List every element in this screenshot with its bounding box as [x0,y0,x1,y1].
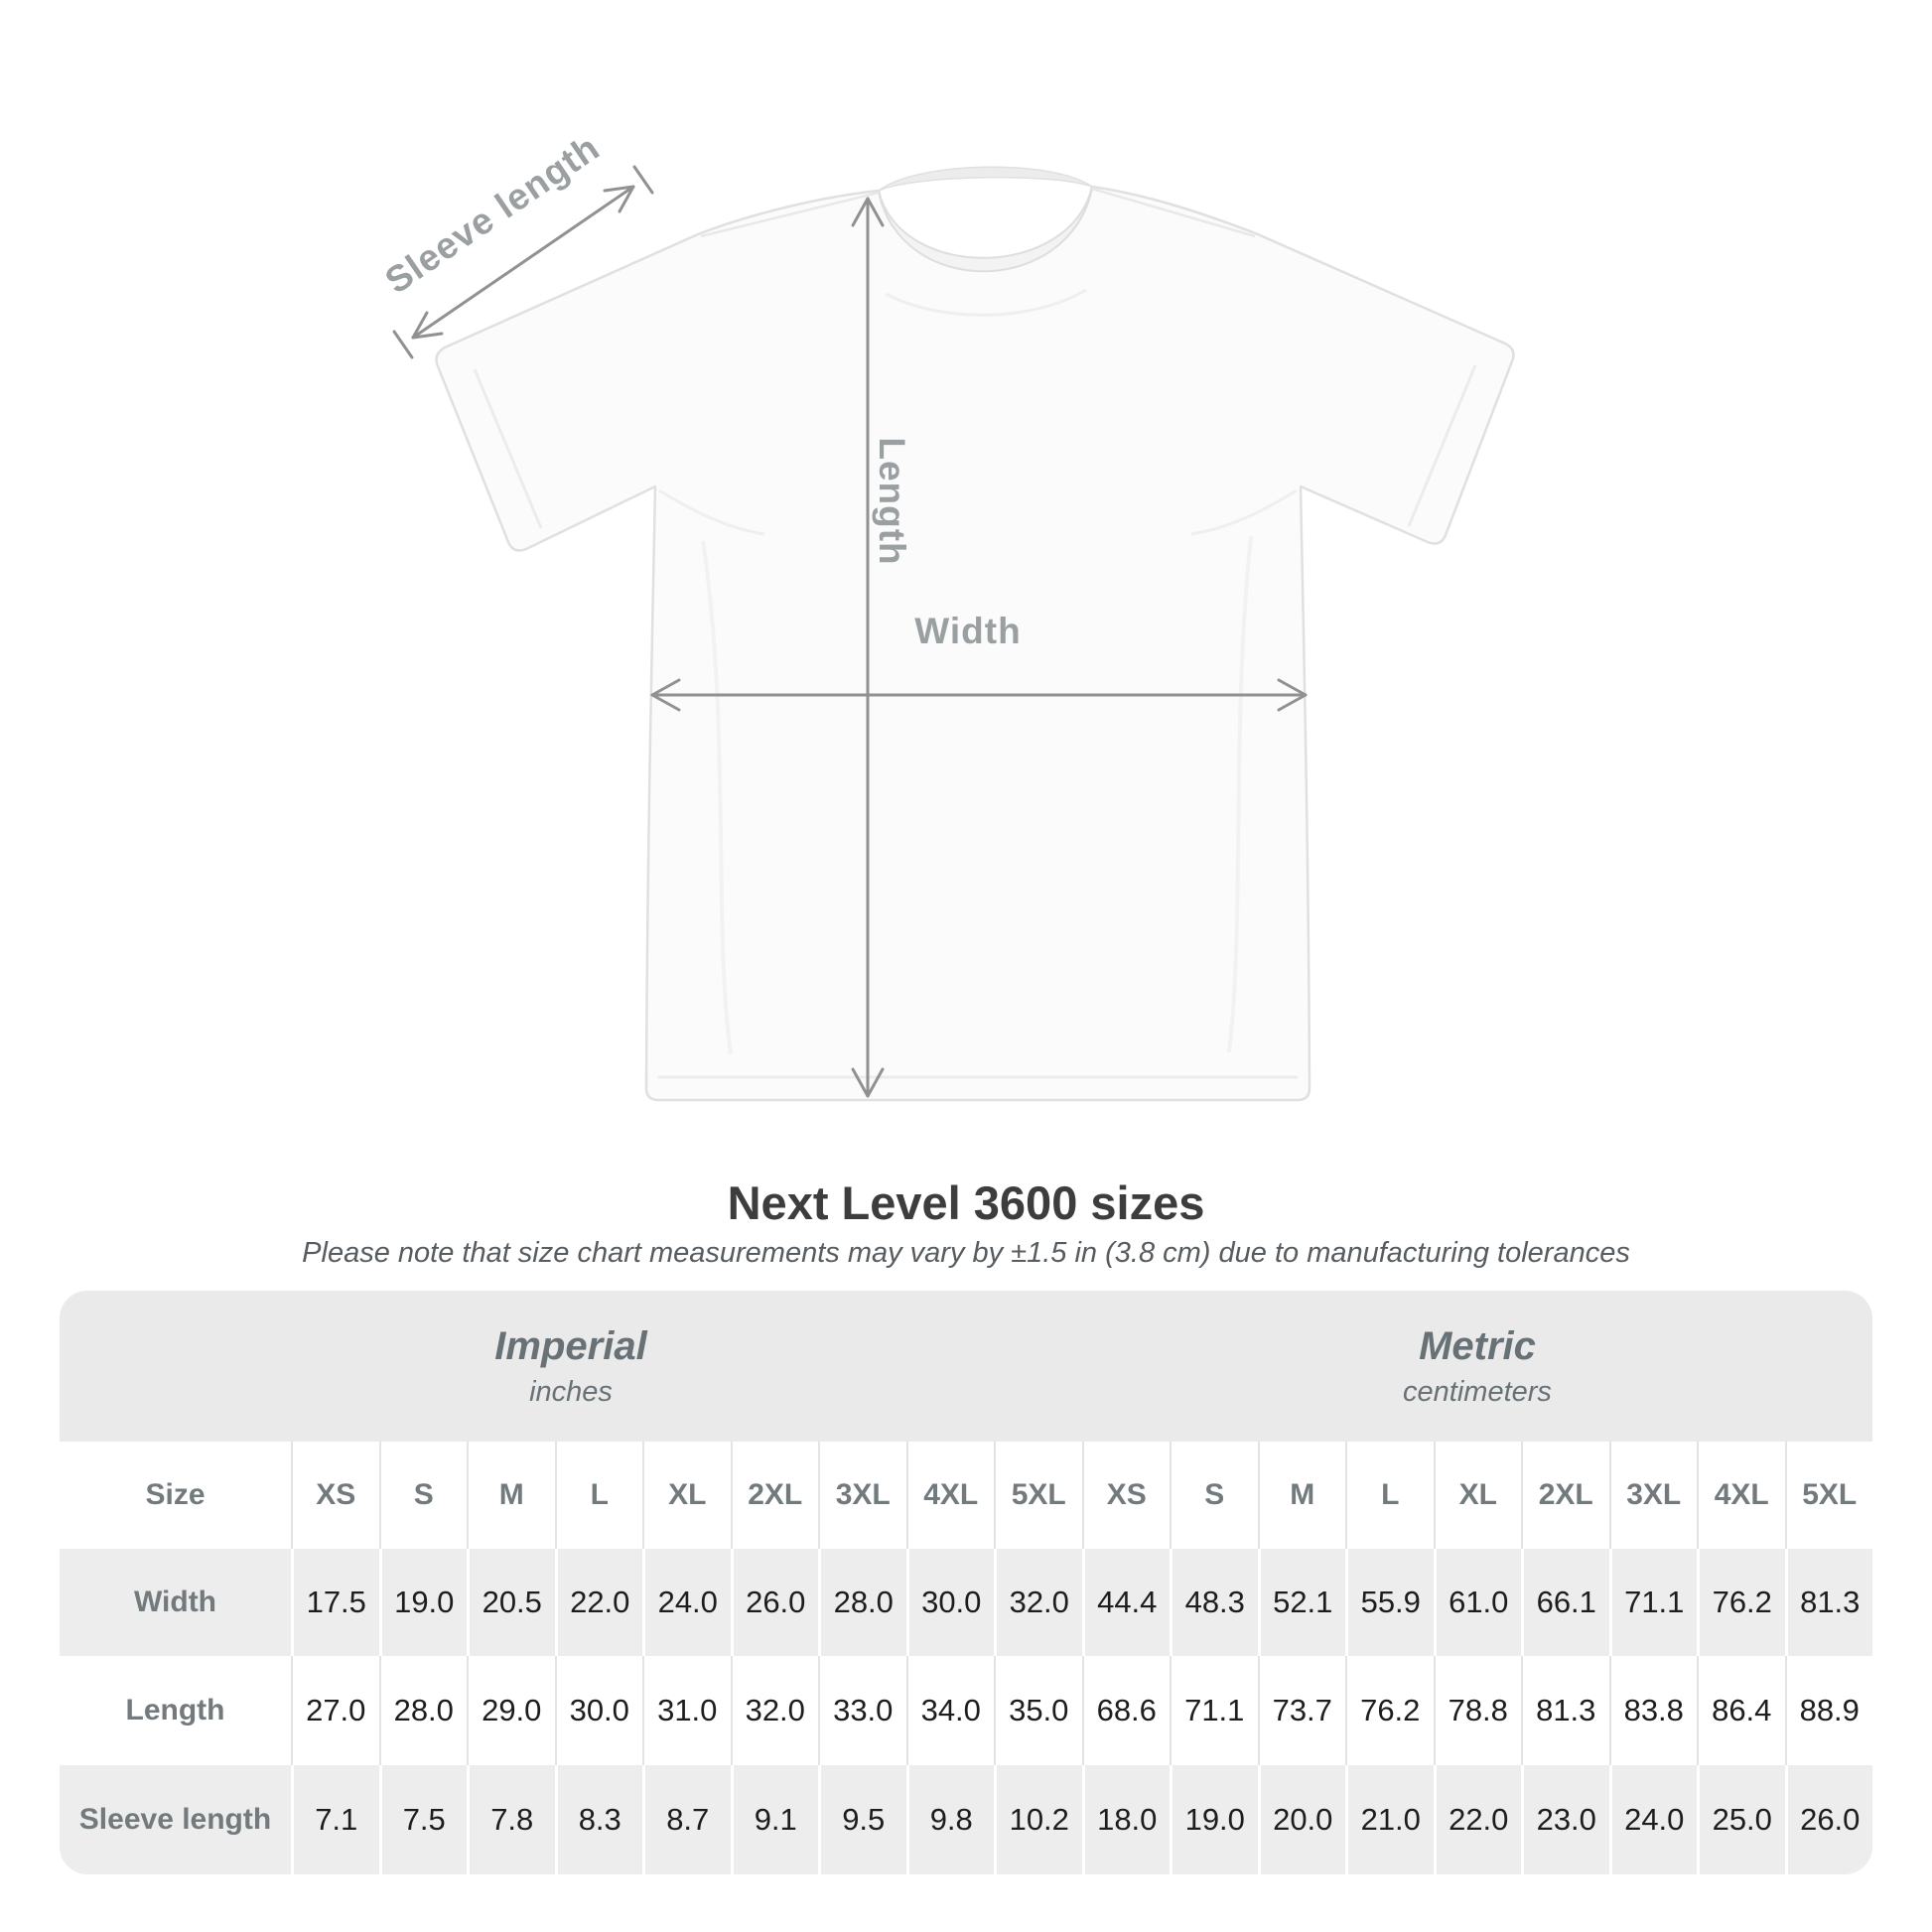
measurement-value-cell: 23.0 [1521,1765,1609,1874]
size-column-header: 5XL [994,1442,1082,1549]
length-row [60,1656,1872,1765]
measurement-value-cell: 61.0 [1434,1549,1522,1656]
measurement-value-cell: 35.0 [994,1656,1082,1765]
size-column-header: M [1258,1442,1346,1549]
measurement-value-cell: 55.9 [1345,1549,1434,1656]
measurement-value-cell: 9.5 [818,1765,906,1874]
tshirt-back-collar [879,167,1092,191]
size-column-header: M [467,1442,555,1549]
measurement-value-cell: 24.0 [642,1549,731,1656]
length-label: Length [872,437,912,566]
measurement-value-cell: 19.0 [379,1549,468,1656]
size-column-header: L [555,1442,643,1549]
measurement-value-cell: 68.6 [1082,1656,1171,1765]
measurement-value-cell: 81.3 [1785,1549,1873,1656]
size-header-row [60,1442,1872,1549]
row-label-length: Length [125,1694,225,1726]
size-column-header: S [379,1442,468,1549]
measurement-value-cell: 26.0 [1785,1765,1873,1874]
unit-group-imperial [60,1291,1082,1442]
measurement-value-cell: 20.0 [1258,1765,1346,1874]
size-column-header: 3XL [1609,1442,1698,1549]
measurement-value-cell: 27.0 [291,1656,379,1765]
measurement-value-cell: 52.1 [1258,1549,1346,1656]
row-label-width: Width [133,1586,217,1618]
unit-group-metric [1082,1291,1872,1442]
measurement-value-cell: 76.2 [1345,1656,1434,1765]
measurement-value-cell: 44.4 [1082,1549,1171,1656]
measurement-value-cell: 7.1 [291,1765,379,1874]
unit-group-imperial-title: Imperial [494,1323,647,1368]
row-label-sleeve-length: Sleeve length [78,1803,272,1836]
measurement-value-cell: 24.0 [1609,1765,1698,1874]
size-column-header: L [1345,1442,1434,1549]
size-column-header: 2XL [731,1442,819,1549]
page-title: Next Level 3600 sizes [727,1176,1205,1229]
size-column-header: 2XL [1521,1442,1609,1549]
measurement-value-cell: 30.0 [906,1549,995,1656]
size-column-header: 3XL [818,1442,906,1549]
measurement-value-cell: 26.0 [731,1549,819,1656]
unit-group-metric-title: Metric [1419,1323,1536,1368]
measurement-value-cell: 7.5 [379,1765,468,1874]
measurement-value-cell: 32.0 [731,1656,819,1765]
measurement-value-cell: 31.0 [642,1656,731,1765]
measurement-value-cell: 73.7 [1258,1656,1346,1765]
size-column-header: 4XL [1697,1442,1785,1549]
measurement-value-cell: 8.7 [642,1765,731,1874]
width-row [60,1549,1872,1656]
measurement-value-cell: 22.0 [555,1549,643,1656]
measurement-value-cell: 8.3 [555,1765,643,1874]
measurement-value-cell: 25.0 [1697,1765,1785,1874]
measurement-value-cell: 83.8 [1609,1656,1698,1765]
measurement-value-cell: 34.0 [906,1656,995,1765]
measurement-value-cell: 22.0 [1434,1765,1522,1874]
unit-group-metric-unit: centimeters [1403,1375,1552,1408]
size-column-header: XS [291,1442,379,1549]
size-column-header: S [1170,1442,1258,1549]
measurement-value-cell: 76.2 [1697,1549,1785,1656]
measurement-value-cell: 7.8 [467,1765,555,1874]
measurement-value-cell: 88.9 [1785,1656,1873,1765]
measurement-value-cell: 10.2 [994,1765,1082,1874]
size-table [60,1291,1872,1874]
measurement-value-cell: 18.0 [1082,1765,1171,1874]
measurement-value-cell: 66.1 [1521,1549,1609,1656]
width-label: Width [914,611,1022,651]
measurement-value-cell: 28.0 [379,1656,468,1765]
measurement-value-cell: 29.0 [467,1656,555,1765]
measurement-value-cell: 71.1 [1170,1656,1258,1765]
size-column-header: XL [1434,1442,1522,1549]
unit-group-imperial-unit: inches [529,1375,613,1408]
size-column-header: XS [1082,1442,1171,1549]
measurement-value-cell: 9.8 [906,1765,995,1874]
measurement-value-cell: 17.5 [291,1549,379,1656]
measurement-value-cell: 48.3 [1170,1549,1258,1656]
measurement-value-cell: 21.0 [1345,1765,1434,1874]
measurement-value-cell: 28.0 [818,1549,906,1656]
size-column-header: 4XL [906,1442,995,1549]
measurement-value-cell: 78.8 [1434,1656,1522,1765]
size-column-header: 5XL [1785,1442,1873,1549]
measurement-value-cell: 86.4 [1697,1656,1785,1765]
measurement-value-cell: 32.0 [994,1549,1082,1656]
sleeve-length-label: Sleeve length [377,126,608,302]
tolerance-note: Please note that size chart measurements may vary by ±1.5 in (3.8 cm) due to manufacturing tolerances [302,1237,1630,1269]
measurement-value-cell: 19.0 [1170,1765,1258,1874]
measurement-value-cell: 71.1 [1609,1549,1698,1656]
size-row-label: Size [145,1478,206,1511]
size-column-header: XL [642,1442,731,1549]
measurement-value-cell: 33.0 [818,1656,906,1765]
sleeve-length-row [60,1765,1872,1874]
unit-header-row [60,1291,1872,1442]
measurement-value-cell: 81.3 [1521,1656,1609,1765]
measurement-value-cell: 30.0 [555,1656,643,1765]
measurement-value-cell: 9.1 [731,1765,819,1874]
measurement-value-cell: 20.5 [467,1549,555,1656]
